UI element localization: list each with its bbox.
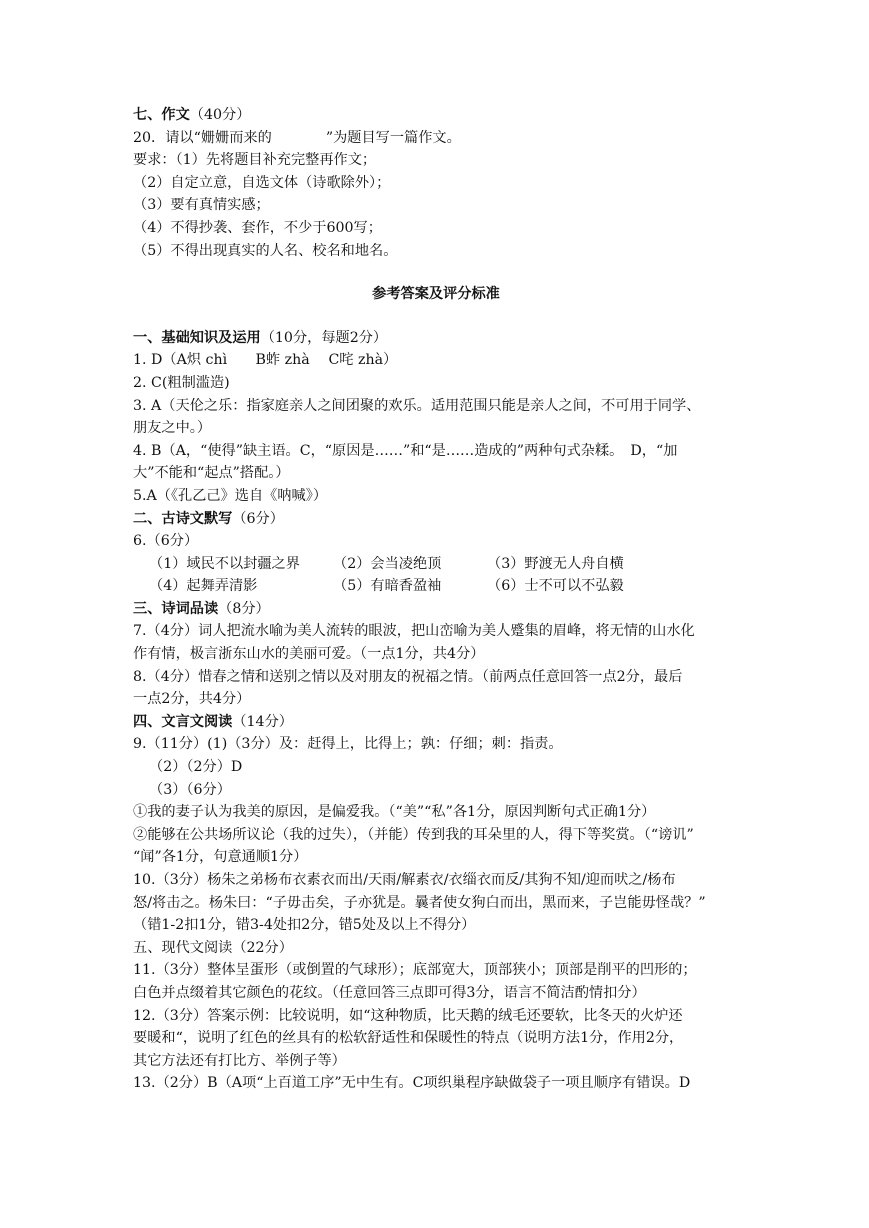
answer-7-line2: 作有情，极言浙东山水的美丽可爱。（一点1分，共4分） (133, 646, 485, 663)
document-page (133, 104, 739, 1095)
part3-score: （8分） (218, 600, 270, 617)
answer-9-3: （3）（6分） (149, 781, 231, 798)
section7-score: （40分） (189, 107, 251, 123)
answer-9-3a: ①我的妻子认为我美的原因，是偏爱我。（“美”“私”各1分，原因判断句式正确1分） (133, 804, 656, 821)
part4-heading-line (133, 711, 739, 734)
answer-12-line1: 12.（3分）答案示例：比较说明，如“这种物质，比天鹅的绒毛还要软，比冬天的火炉还 (133, 1007, 683, 1024)
answer-6-label: 6.（6分） (133, 533, 199, 550)
part2-heading: 二、古诗文默写 (133, 510, 233, 527)
answer-10-line3: （错1-2扣1分，错3-4处扣2分，错5处及以上不得分） (133, 917, 476, 934)
answer-6-row1 (133, 553, 739, 576)
requirement-intro: 要求：（1）先将题目补充完整再作文； (133, 152, 377, 169)
part4-score: （14分） (232, 713, 293, 730)
answer-9-1: 9.（11分）(1)（3分）及：赶得上，比得上；孰：仔细；刺：指责。 (133, 736, 563, 753)
requirement-5: （5）不得出现真实的人名、校名和地名。 (133, 242, 398, 259)
q20-line (133, 127, 739, 150)
part2-score: （6分） (232, 510, 284, 527)
answer-8-line2: 一点2分，共4分） (133, 691, 251, 708)
answer-10-line2: 怒/将击之。杨朱曰：“子毋击矣，子亦犹是。曩者使女狗白而出，黑而来，子岂能毋怪哉？” (133, 894, 706, 911)
answer-5: 5.A（《孔乙己》选自《呐喊》） (133, 487, 328, 504)
part1-heading-line (133, 327, 739, 350)
part3-heading-line (133, 598, 739, 621)
answer-6-item-5: （5）有暗香盈袖 (333, 578, 442, 595)
answer-7-line1: 7.（4分）词人把流水喻为美人流转的眼波，把山峦喻为美人蹙集的眉峰，将无情的山水化 (133, 623, 695, 640)
part5-heading: 五、现代文阅读（22分） (133, 939, 293, 956)
answer-13-line1: 13.（2分）B（A项“上百道工序”无中生有。C项织巢程序缺做袋子一项且顺序有错误。D (133, 1075, 691, 1092)
requirement-3: （3）要有真情实感； (133, 197, 270, 214)
answer-6-row2 (133, 575, 739, 598)
answer-6-item-6: （6）士不可以不弘毅 (487, 578, 624, 595)
answer-10-line1: 10.（3分）杨朱之弟杨布衣素衣而出/天雨/解素衣/衣缁衣而反/其狗不知/迎而吠之/杨布 (133, 872, 676, 888)
answer-4-line1: 4. B（A，“使得”缺主语。C，“原因是……”和“是……造成的”两种句式杂糅。 D，“加 (133, 442, 678, 459)
part1-heading: 一、基础知识及运用 (133, 329, 261, 346)
answer-12-line2: 要暖和“，说明了红色的丝具有的松软舒适性和保暖性的特点（说明方法1分，作用2分， (133, 1030, 684, 1047)
section7-heading-line (133, 104, 739, 127)
requirement-2: （2）自定立意，自选文体（诗歌除外）； (133, 174, 391, 191)
answer-12-line3: 其它方法还有打比方、举例子等） (133, 1052, 346, 1069)
answer-11-line1: 11.（3分）整体呈蛋形（或倒置的气球形）；底部宽大，顶部狭小；顶部是削平的凹形的； (133, 962, 697, 979)
answer-9-2: （2）（2分）D (149, 759, 243, 776)
answer-2: 2. C(粗制滥造) (133, 374, 230, 391)
part2-heading-line (133, 508, 739, 531)
answer-6-item-4: （4）起舞弄清影 (149, 578, 258, 595)
part4-heading: 四、文言文阅读 (133, 713, 233, 730)
answer-11-line2: 白色并点缀着其它颜色的花纹。（任意回答三点即可得3分，语言不简洁酌情扣分） (133, 984, 646, 1001)
section7-heading: 七、作文 (133, 107, 190, 123)
answer-6-item-1: （1）域民不以封疆之界 (149, 555, 300, 572)
q20-suffix: ”为题目写一篇作文。 (325, 129, 461, 146)
answer-6-item-2: （2）会当凌绝顶 (333, 555, 442, 572)
part3-heading: 三、诗词品读 (133, 600, 219, 617)
answer-9-3b-line2: “闻”各1分，句意通顺1分） (133, 849, 308, 866)
answer-3-line1: 3. A（天伦之乐：指家庭亲人之间团聚的欢乐。适用范围只能是亲人之间，不可用于同学、 (133, 397, 701, 414)
answer-1: 1. D（A炽 chì B蚱 zhà C咤 zhà） (133, 352, 398, 369)
part1-score: （10分，每题2分） (260, 329, 388, 346)
answer-4-line2: 大”不能和“起点”搭配。） (133, 465, 290, 482)
answers-title: 参考答案及评分标准 (372, 286, 500, 303)
requirement-4: （4）不得抄袭、套作，不少于600写； (133, 219, 382, 236)
answer-3-line2: 朋友之中。） (133, 420, 212, 437)
answer-8-line1: 8.（4分）惜春之情和送别之情以及对朋友的祝福之情。（前两点任意回答一点2分，最后 (133, 668, 683, 685)
answer-9-3b-line1: ②能够在公共场所议论（我的过失），（并能）传到我的耳朵里的人，得下等奖赏。（“谤讥” (133, 826, 694, 843)
q20-prefix: 20．请以“姗姗而来的 (133, 129, 272, 146)
answer-6-item-3: （3）野渡无人舟自横 (487, 555, 624, 572)
